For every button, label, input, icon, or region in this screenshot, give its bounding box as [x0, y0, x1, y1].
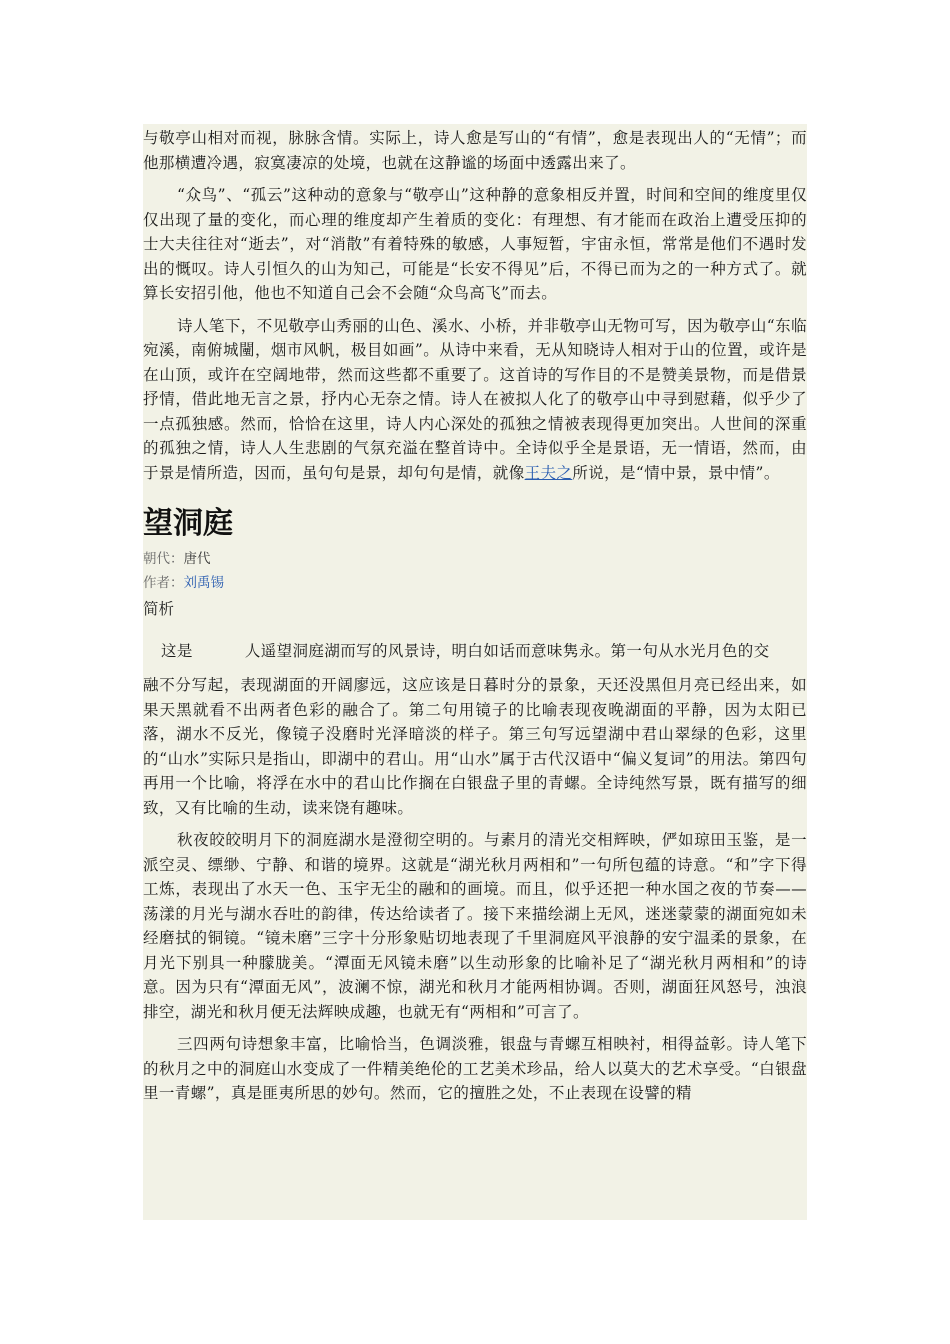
- wang-fuzhi-link[interactable]: 王夫之: [524, 463, 573, 482]
- lead-start: 这是: [161, 642, 193, 660]
- paragraph-1: 与敬亭山相对而视，脉脉含情。实际上，诗人愈是写山的“有情”，愈是表现出人的“无情”；而他那横遭冷遇，寂寞凄凉的处境，也就在这静谧的场面中透露出来了。: [143, 129, 807, 172]
- paragraph-6: 三四两句诗想象丰富，比喻恰当，色调淡雅，银盘与青螺互相映衬，相得益彰。诗人笔下的秋月之中的洞庭山水变成了一件精美绝伦的工艺美术珍品，给人以莫大的艺术享受。“白银盘里一青螺”，真是匪夷所思的妙句。然而，它的擅胜之处，不止表现在设譬的精: [143, 1035, 807, 1102]
- paragraph-3-text: 诗人笔下，不见敬亭山秀丽的山色、溪水、小桥，并非敬亭山无物可写，因为敬亭山“东临宛溪，南俯城闉，烟市风帆，极目如画”。从诗中来看，无从知晓诗人相对于山的位置，或许是在山顶，或许在空阔地带，然而这些都不重要了。这首诗的写作目的不是赞美景物，而是借景抒情，借此地无言之景，抒内心无奈之情。诗人在被拟人化了的敬亭山中寻到慰藉，似乎少了一点孤独感。然而，恰恰在这里，诗人内心深处的孤独之情被表现得更加突出。人世间的深重的孤独之情，诗人人生悲剧的气氛充溢在整首诗中。全诗似乎全是景语，无一情语，然而，由于景是情所造，因而，虽句句是景，却句句是情，就像: [143, 316, 807, 482]
- dynasty-line: [143, 547, 807, 571]
- paragraph-5: 秋夜皎皎明月下的洞庭湖水是澄彻空明的。与素月的清光交相辉映，俨如琼田玉鉴，是一派空灵、缥缈、宁静、和谐的境界。这就是“湖光秋月两相和”一句所包蕴的诗意。“和”字下得工炼，表现出了水天一色、玉宇无尘的融和的画境。而且，似乎还把一种水国之夜的节奏——荡漾的月光与湖水吞吐的韵律，传达给读者了。接下来描绘湖上无风，迷迷蒙蒙的湖面宛如未经磨拭的铜镜。“镜未磨”三字十分形象贴切地表现了千里洞庭风平浪静的安宁温柔的景象，在月光下别具一种朦胧美。“潭面无风镜未磨”以生动形象的比喻补足了“湖光秋月两相和”的诗意。因为只有“潭面无风”，波澜不惊，湖光和秋月才能两相协调。否则，湖面狂风怒号，浊浪排空，湖光和秋月便无法辉映成趣，也就无有“两相和”可言了。: [143, 831, 807, 1021]
- author-link[interactable]: 刘禹锡: [183, 575, 224, 591]
- brief-heading: 简析: [143, 600, 175, 618]
- dynasty-label: 朝代：: [143, 551, 184, 567]
- article-panel: [143, 124, 807, 1220]
- author-label: 作者：: [143, 575, 184, 591]
- author-line: [143, 571, 807, 595]
- paragraph-3-end: 所说，是“情中景，景中情”。: [572, 463, 780, 482]
- poem-title: 望洞庭: [143, 506, 233, 541]
- dynasty-value: 唐代: [183, 551, 211, 567]
- paragraph-4: 融不分写起，表现湖面的开阔廖远，这应该是日暮时分的景象，天还没黑但月亮已经出来，如果天黑就看不出两者色彩的融合了。第二句用镜子的比喻表现夜晚湖面的平静，因为太阳已落，湖水不反光，像镜子没磨时光泽暗淡的样子。第三句写远望湖中君山翠绿的色彩，这里的“山水”实际只是指山，即湖中的君山。用“山水”属于古代汉语中“偏义复词”的用法。第四句再用一个比喻，将浮在水中的君山比作搁在白银盘子里的青螺。全诗纯然写景，既有描写的细致，又有比喻的生动，读来饶有趣味。: [143, 676, 807, 817]
- paragraph-2: “众鸟”、“孤云”这种动的意象与“敬亭山”这种静的意象相反并置，时间和空间的维度里仅仅出现了量的变化，而心理的维度却产生着质的变化：有理想、有才能而在政治上遭受压抑的士大夫往往对“逝去”，对“消散”有着特殊的敏感，人事短暂，宇宙永恒，常常是他们不遇时发出的慨叹。诗人引恒久的山为知己，可能是“长安不得见”后，不得已而为之的一种方式了。就算长安招引他，他也不知道自己会不会随“众鸟高飞”而去。: [143, 186, 807, 302]
- paragraph-3: [143, 314, 807, 486]
- brief-lead-line: [143, 639, 807, 663]
- lead-rest: 人遥望洞庭湖而写的风景诗，明白如话而意味隽永。第一句从水光月色的交: [244, 642, 770, 660]
